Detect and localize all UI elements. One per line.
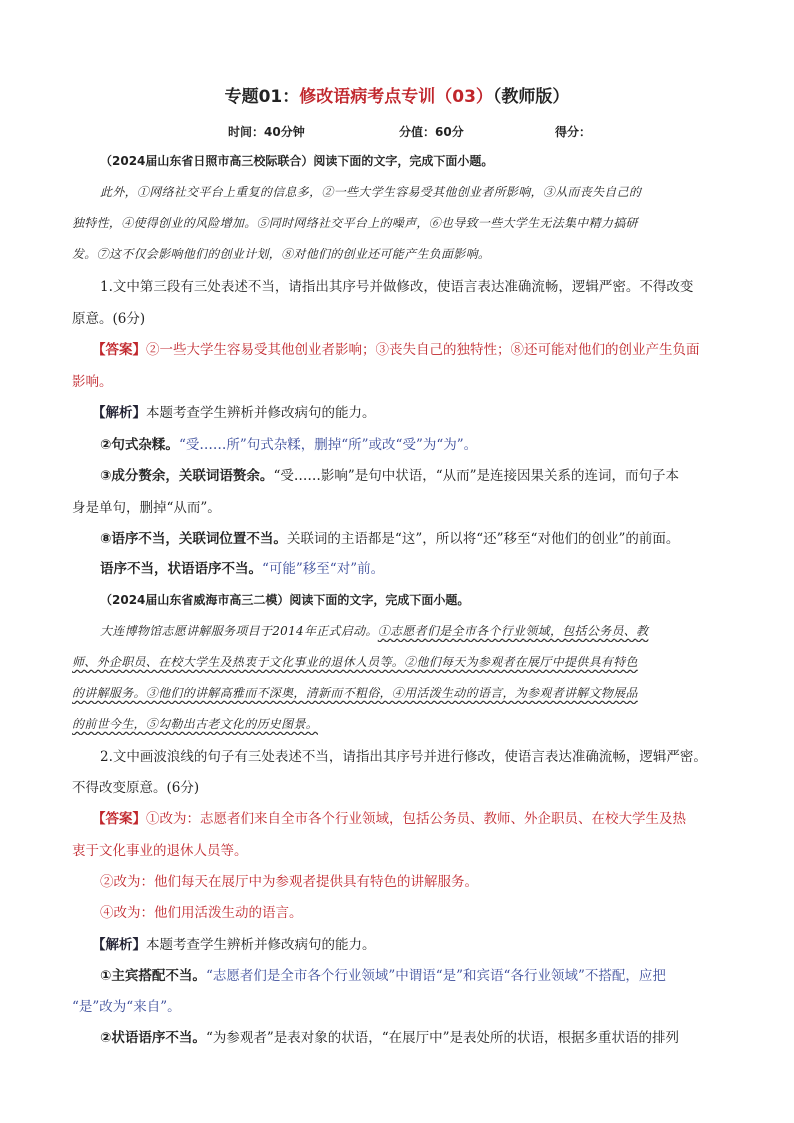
q1-analysis-tag: 【解析】 [92,405,146,421]
q1-analysis-item-1: ②句式杂糅。“受……所”句式杂糅，删掉“所”或改“受”为“为”。 [100,437,478,453]
exam-time: 时间：40分钟 [228,125,305,139]
q2-analysis-item-1-cont: “是”改为“来自”。 [72,999,181,1015]
q1-analysis-intro: 本题考查学生辨析并修改病句的能力。 [146,405,376,421]
q2-passage-line-1: 大连博物馆志愿讲解服务项目于2014年正式启动。①志愿者们是全市各个行业领域，包括公务员、教 [100,624,649,638]
q2-passage-line-3: 的讲解服务。③他们的讲解高雅而不深奥，清新而不粗俗，④用活泼生动的语言，为参观者讲解文物展品 [72,686,638,700]
q1-answer-tag: 【答案】 [92,342,146,358]
q2-source: （2024届山东省威海市高三二模）阅读下面的文字，完成下面小题。 [100,593,470,607]
exam-get: 得分： [555,125,592,139]
q2-analysis-line: 【解析】本题考查学生辨析并修改病句的能力。 [92,937,376,953]
q1-analysis-item-4: 语序不当，状语语序不当。“可能”移至“对”前。 [100,561,385,577]
q2-answer-line-2: 衷于文化事业的退休人员等。 [72,843,248,859]
page-title [0,82,794,107]
q2-analysis-tag: 【解析】 [92,937,146,953]
q1-question-line-2: 原意。(6分) [72,311,146,327]
q1-analysis-item-2: ③成分赘余，关联词语赘余。“受……影响”是句中状语，“从而”是连接因果关系的连词，而句子本 [100,468,680,484]
q1-passage-line-1: 此外，①网络社交平台上重复的信息多，②一些大学生容易受其他创业者所影响，③从而丧失自己的 [100,185,642,199]
title-main: 修改语病考点专训（03） [299,87,493,107]
q1-answer-line-1 [92,339,752,361]
exam-score: 分值：60分 [399,125,464,139]
q1-passage-line-3: 发。⑦这不仅会影响他们的创业计划，⑧对他们的创业还可能产生负面影响。 [72,247,491,261]
q2-analysis-item-2: ②状语语序不当。“为参观者”是表对象的状语，“在展厅中”是表处所的状语，根据多重状语的排列 [100,1030,680,1046]
q2-passage-line-2: 师、外企职员、在校大学生及热衷于文化事业的退休人员等。②他们每天为参观者在展厅中提供具有特色 [72,655,638,669]
q1-analysis-line [92,402,752,424]
q2-analysis-item-1: ①主宾搭配不当。“志愿者们是全市各个行业领域”中谓语“是”和宾语“各行业领域”不搭配，应把 [100,968,666,984]
q1-source: （2024届山东省日照市高三校际联合）阅读下面的文字，完成下面小题。 [100,154,494,168]
title-suffix: （教师版） [492,87,570,107]
q2-answer-line-4: ④改为：他们用活泼生动的语言。 [100,905,303,921]
q1-answer-text: ②一些大学生容易受其他创业者影响；③丧失自己的独特性；⑧还可能对他们的创业产生负面 [146,342,700,358]
q2-question-line-2: 不得改变原意。(6分) [72,780,200,796]
q1-passage-line-2: 独特性，④使得创业的风险增加。⑤同时网络社交平台上的噪声，⑥也导致一些大学生无法集中精力搞研 [72,216,638,230]
q2-passage-line-4: 的前世今生，⑤勾勒出古老文化的历史图景。 [72,717,319,731]
q2-answer-line-3: ②改为：他们每天在展厅中为参观者提供具有特色的讲解服务。 [100,874,478,890]
q2-answer-tag: 【答案】 [92,811,146,827]
title-prefix: 专题01： [224,87,300,107]
q1-answer-line-2: 影响。 [72,374,113,390]
q1-analysis-item-2-cont: 身是单句，删掉“从而”。 [72,500,221,516]
q2-answer-line-1: 【答案】①改为：志愿者们来自全市各个行业领域，包括公务员、教师、外企职员、在校大学生及热 [92,811,686,827]
q1-analysis-item-3: ⑧语序不当，关联词位置不当。关联词的主语都是“这”，所以将“还”移至“对他们的创业”的前面。 [100,531,680,547]
q2-question-line-1: 2.文中画波浪线的句子有三处表述不当，请指出其序号并进行修改，使语言表达准确流畅，逻辑严密。 [100,749,707,765]
q1-question-line-1: 1.文中第三段有三处表述不当，请指出其序号并做修改，使语言表达准确流畅，逻辑严密。不得改变 [100,279,694,295]
